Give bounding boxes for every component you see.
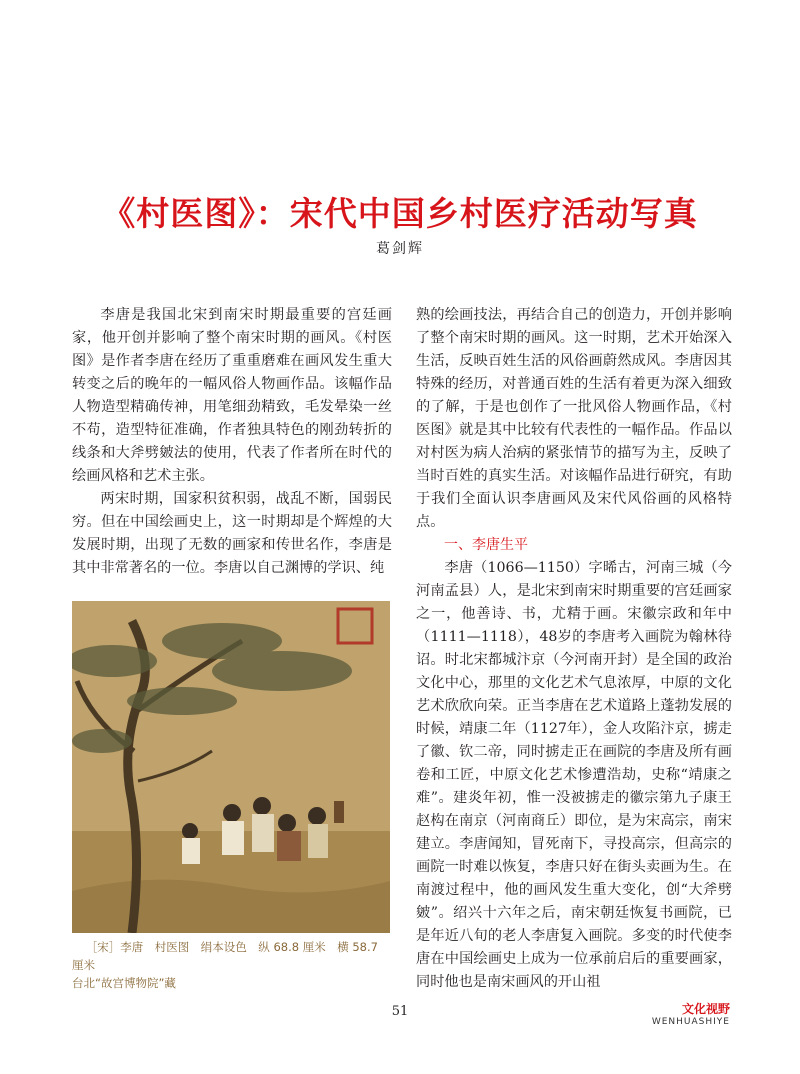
brand-name: 文化视野: [681, 1002, 730, 1016]
figure-caption: [72, 938, 392, 992]
body-paragraph: 熟的绘画技法，再结合自己的创造力，开创并影响了整个南宋时期的画风。这一时期，艺术开始深入生活，反映百姓生活的风俗画蔚然成风。李唐因其特殊的经历，对普通百姓的生活有着更为深入细致的了解，于是也创作了一批风俗人物画作品，《村医图》就是其中比较有代表性的一幅作品。作品以对村医为病人治病的紧张情节的描写为主，反映了当时百姓的真实生活。对该幅作品进行研究，有助于我们全面认识李唐画风及宋代风俗画的风格特点。: [416, 307, 732, 530]
left-column: [72, 304, 392, 580]
body-paragraph: 两宋时期，国家积贫积弱，战乱不断，国弱民穷。但在中国绘画史上，这一时期却是个辉煌的大发展时期，出现了无数的画家和传世名作，李唐是其中非常著名的一位。李唐以自己渊博的学识、纯: [72, 491, 392, 576]
brand-pinyin: WENHUASHIYE: [651, 1017, 730, 1027]
caption-line: 台北“故宫博物院”藏: [72, 976, 176, 990]
body-paragraph: 李唐是我国北宋到南宋时期最重要的宫廷画家，他开创并影响了整个南宋时期的画风。《村医图》是作者李唐在经历了重重磨难在画风发生重大转变之后的晚年的一幅风俗人物画作品。该幅作品人物造型精确传神，用笔细劲精致，毛发晕染一丝不苟，造型特征准确，作者独具特色的刚劲转折的线条和大斧劈皴法的使用，代表了作者所在时代的绘画风格和艺术主张。: [72, 307, 392, 484]
body-paragraph: 李唐（1066—1150）字晞古，河南三城（今河南孟县）人，是北宋到南宋时期重要的宫廷画家之一，他善诗、书，尤精于画。宋徽宗政和年中（1111—1118），48岁的李唐考入画院为翰林待诏。时北宋都城汴京（今河南开封）是全国的政治文化中心，那里的文化艺术气息浓厚，中原的文化艺术欣欣向荣。正当李唐在艺术道路上蓬勃发展的时候，靖康二年（1127年），金人攻陷汴京，掳走了徽、钦二帝，同时掳走正在画院的李唐及所有画卷和工匠，中原文化艺术惨遭浩劫，史称“靖康之难”。建炎年初，惟一没被掳走的徽宗第九子康王赵构在南京（河南商丘）即位，是为宋高宗，南宋建立。李唐闻知，冒死南下，寻投高宗，但高宗的画院一时难以恢复，李唐只好在街头卖画为生。在南渡过程中，他的画风发生重大变化，创“大斧劈皴”。绍兴十六年之后，南宋朝廷恢复书画院，已是年近八旬的老人李唐复入画院。多变的时代使李唐在中国绘画史上成为一位承前启后的重要画家，同时他也是南宋画风的开山祖: [416, 560, 732, 990]
article-title: 《村医图》：宋代中国乡村医疗活动写真: [102, 194, 698, 233]
magazine-brand: [652, 1000, 730, 1027]
page-number: 51: [391, 1004, 409, 1019]
article-author: 葛剑辉: [376, 241, 424, 257]
caption-line: ［宋］李唐 村医图 绢本设色 纵 68.8 厘米 横 58.7 厘米: [72, 940, 378, 972]
painting-illustration: [72, 601, 390, 933]
village-doctor-painting: [72, 601, 390, 933]
right-column: [416, 304, 732, 994]
section-heading: 一、李唐生平: [444, 537, 528, 553]
